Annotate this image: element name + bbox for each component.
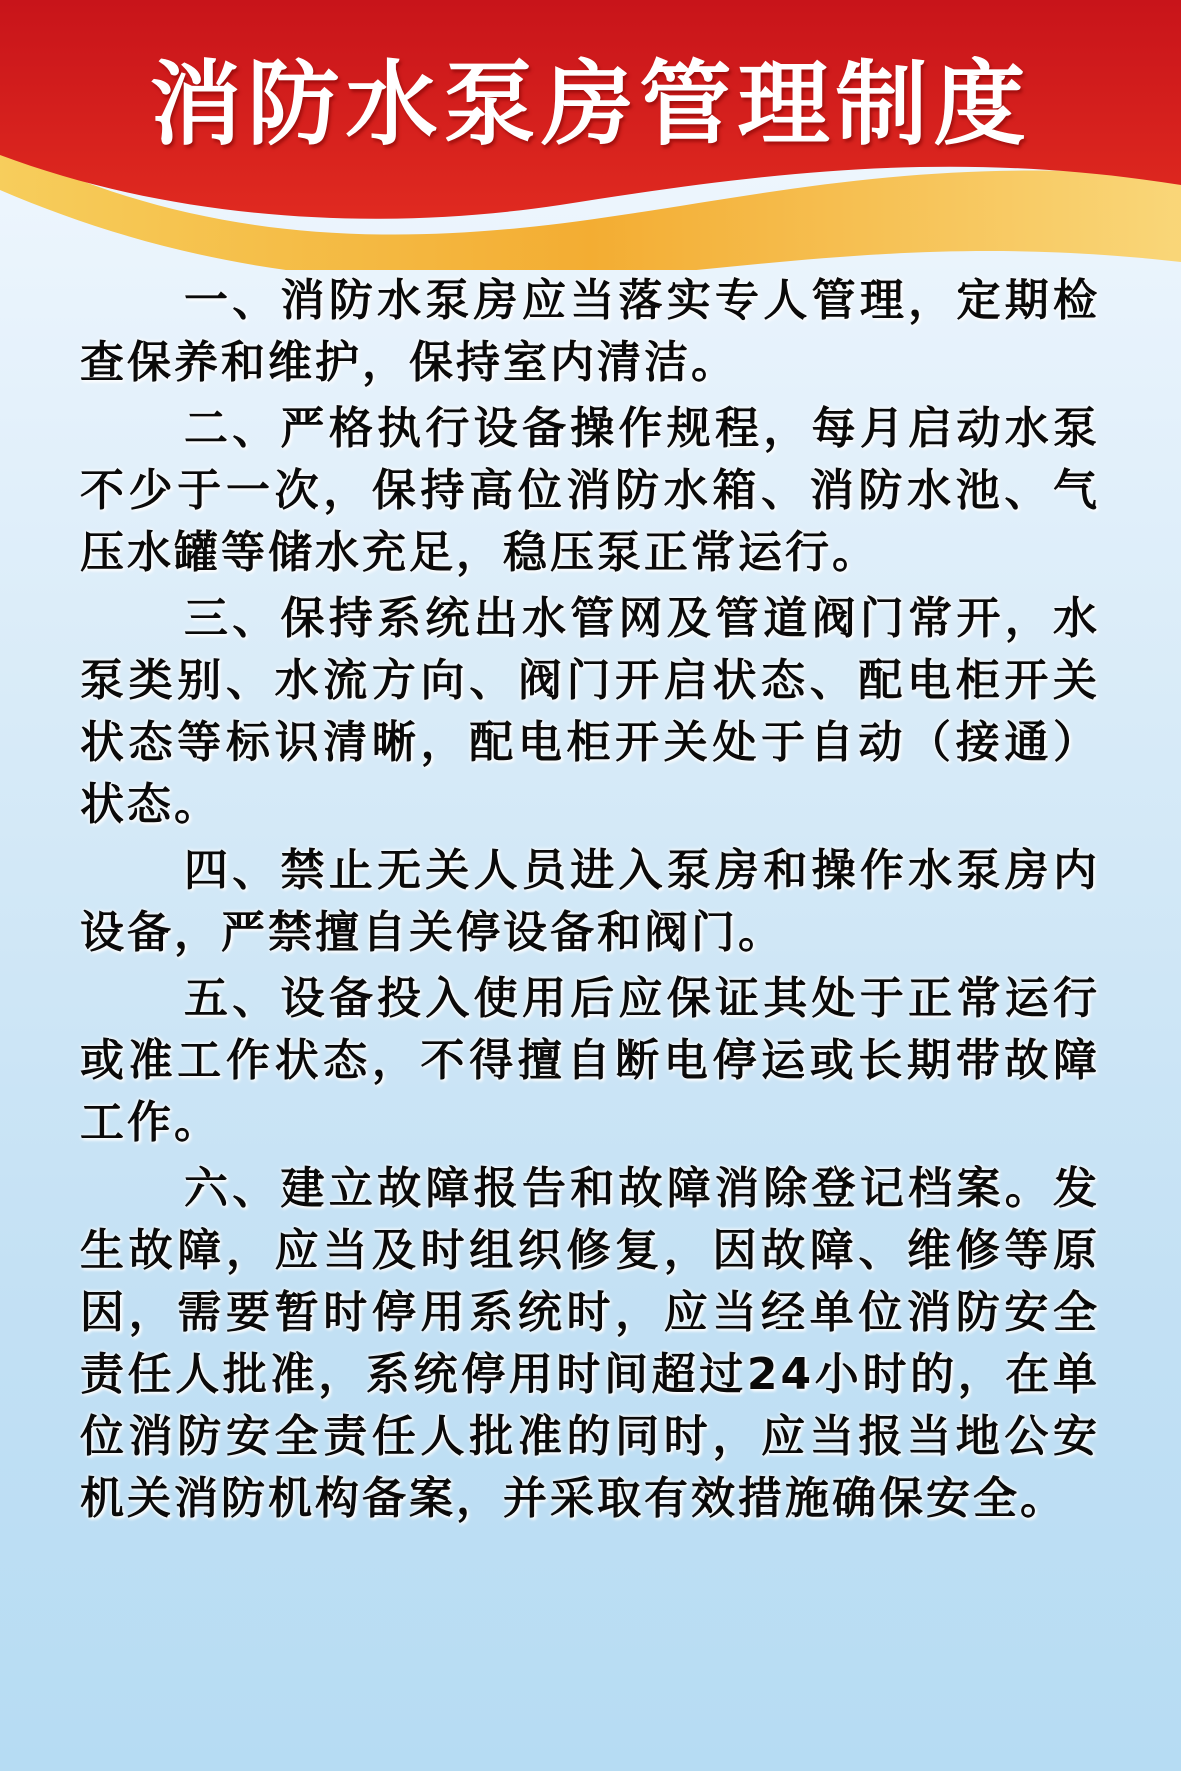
page-title: 消防水泵房管理制度 (149, 51, 1032, 158)
regulation-body (80, 270, 1100, 1534)
regulation-item-5: 五、设备投入使用后应保证其处于正常运行或准工作状态，不得擅自断电停运或长期带故障工作。 (80, 973, 1100, 1148)
regulation-item-6: 六、建立故障报告和故障消除登记档案。发生故障，应当及时组织修复，因故障、维修等原因，需要暂时停用系统时，应当经单位消防安全责任人批准，系统停用时间超过24小时的，在单位消防安全责任人批准的同时，应当报当地公安机关消防机构备案，并采取有效措施确保安全。 (80, 1163, 1100, 1524)
regulation-item-1: 一、消防水泵房应当落实专人管理，定期检查保养和维护，保持室内清洁。 (80, 275, 1100, 388)
regulation-item-2: 二、严格执行设备操作规程，每月启动水泵不少于一次，保持高位消防水箱、消防水池、气压水罐等储水充足，稳压泵正常运行。 (80, 403, 1100, 578)
regulation-item-4: 四、禁止无关人员进入泵房和操作水泵房内设备，严禁擅自关停设备和阀门。 (80, 845, 1100, 958)
regulation-item-3: 三、保持系统出水管网及管道阀门常开，水泵类别、水流方向、阀门开启状态、配电柜开关状态等标识清晰，配电柜开关处于自动（接通）状态。 (80, 593, 1100, 830)
